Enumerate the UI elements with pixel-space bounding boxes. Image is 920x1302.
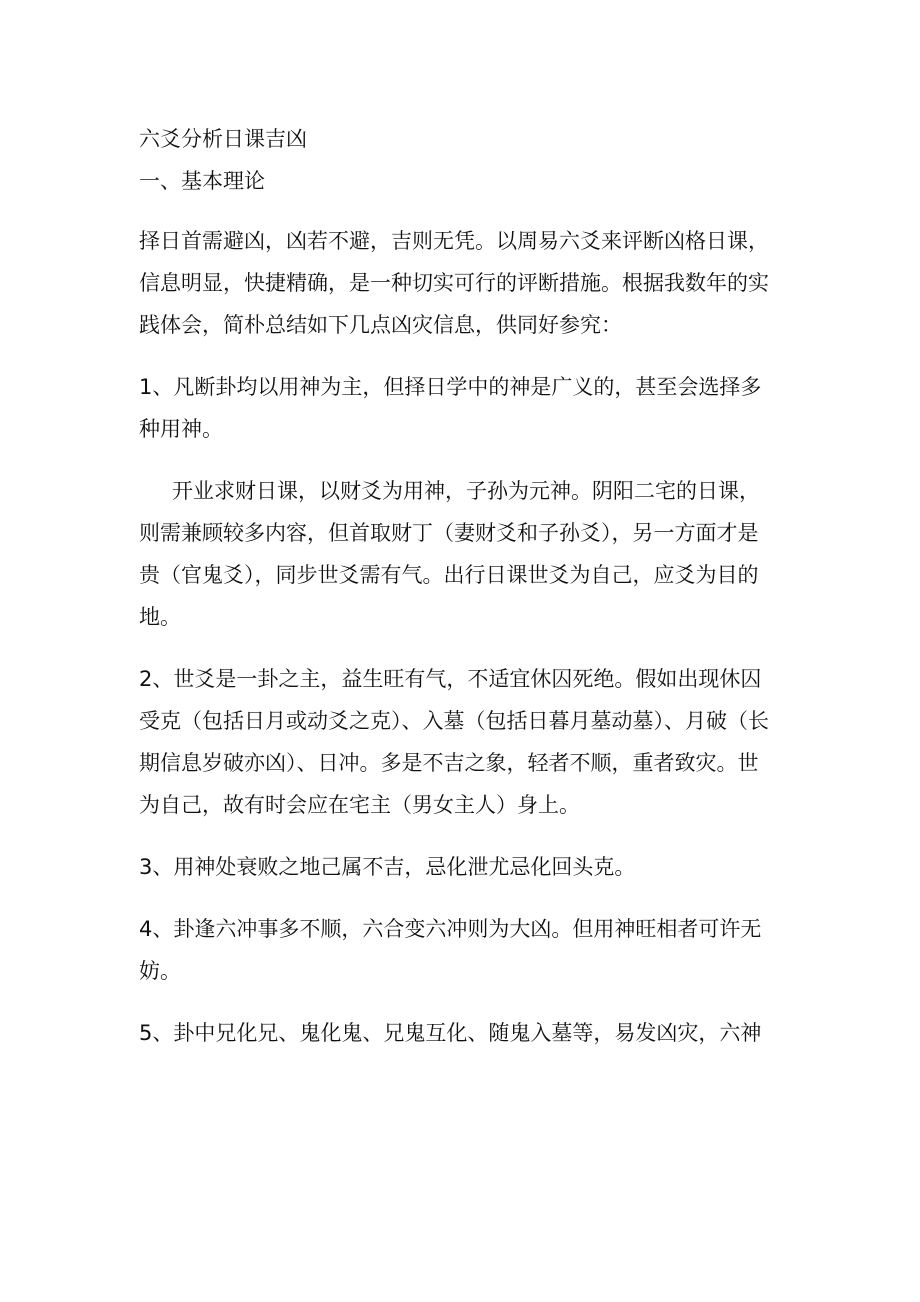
text-line: 4、卦逢六冲事多不顺，六合变六冲则为大凶。但用神旺相者可许无 [139, 917, 762, 941]
paragraph-item-3 [139, 846, 784, 888]
text-line: 贵（官鬼爻），同步世爻需有气。出行日课世爻为自己，应爻为目的 [139, 563, 759, 587]
text-line: 3、用神处衰败之地己属不吉，忌化泄尤忌化回头克。 [139, 855, 636, 879]
paragraph-item-2 [139, 658, 784, 826]
text-line: 择日首需避凶，凶若不避，吉则无凭。以周易六爻来评断凶格日课， [139, 229, 769, 253]
paragraph-item-5 [139, 1012, 784, 1054]
text-line: 开业求财日课，以财爻为用神，子孙为元神。阴阳二宅的日课， [172, 479, 760, 503]
text-line: 期信息岁破亦凶）、日冲。多是不吉之象，轻者不顺，重者致灾。世 [139, 751, 759, 775]
section-heading: 一、基本理论 [139, 169, 265, 193]
text-line: 1、凡断卦均以用神为主，但择日学中的神是广义的，甚至会选择多 [139, 375, 762, 399]
text-line: 种用神。 [139, 417, 223, 441]
paragraph-item-1 [139, 366, 784, 450]
text-line: 妨。 [139, 959, 181, 983]
text-line: 践体会，简朴总结如下几点凶灾信息，供同好参究： [139, 313, 622, 337]
text-line: 5、卦中兄化兄、鬼化鬼、兄鬼互化、随鬼入墓等，易发凶灾，六神 [139, 1021, 762, 1045]
text-line: 受克（包括日月或动爻之克）、入墓（包括日暮月墓动墓）、月破（长 [139, 709, 769, 733]
text-line: 则需兼顾较多内容，但首取财丁（妻财爻和子孙爻），另一方面才是 [139, 521, 759, 545]
text-line: 地。 [139, 605, 181, 629]
document-title: 六爻分析日课吉凶 [139, 127, 307, 151]
text-line: 信息明显，快捷精确，是一种切实可行的评断措施。根据我数年的实 [139, 271, 769, 295]
paragraph-intro [139, 220, 784, 346]
text-line: 为自己，故有时会应在宅主（男女主人）身上。 [139, 793, 580, 817]
paragraph-item-1-detail [139, 470, 784, 638]
paragraph-item-4 [139, 908, 784, 992]
document-page [139, 118, 784, 1074]
text-line: 2、世爻是一卦之主，益生旺有气，不适宜休囚死绝。假如出现休囚 [139, 667, 762, 691]
